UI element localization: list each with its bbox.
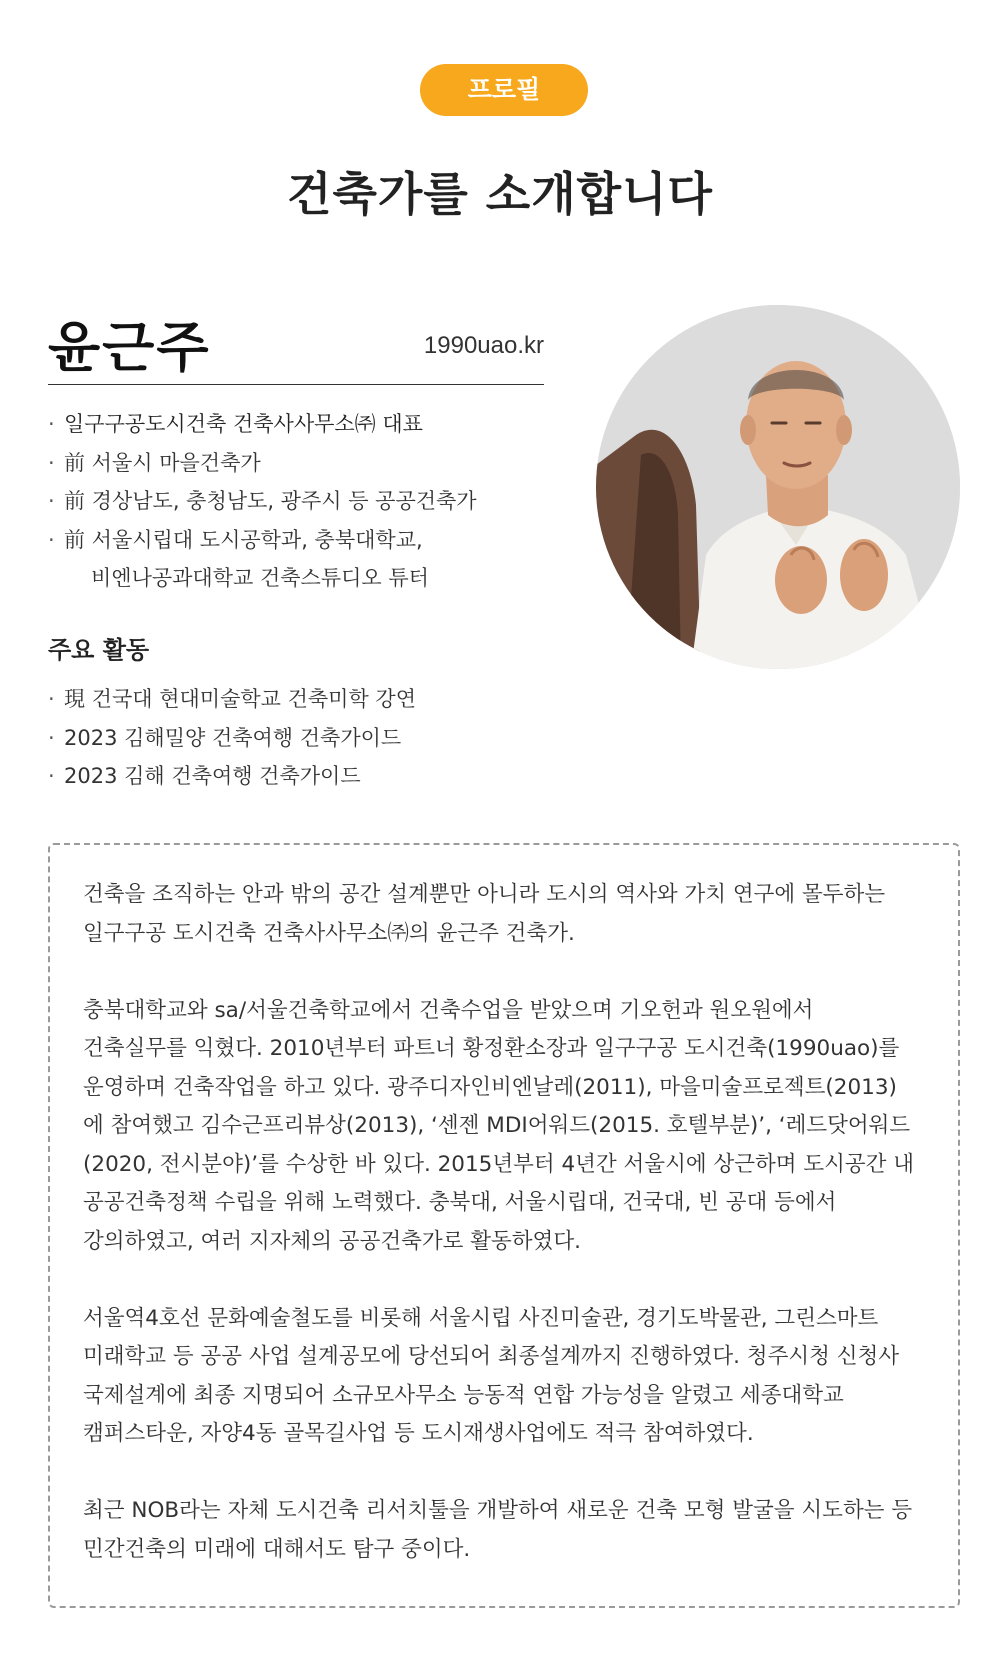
bio-line: 민간건축의 미래에 대해서도 탐구 중이다.: [83, 1536, 471, 1562]
bio-line: 국제설계에 최종 지명되어 소규모사무소 능동적 연합 가능성을 알렸고 세종대학교: [83, 1382, 844, 1408]
name-divider: [48, 384, 544, 385]
architect-name: 윤근주: [48, 316, 211, 379]
bio-paragraph: [83, 992, 933, 1262]
bio-line: 건축을 조직하는 안과 밖의 공간 설계뿐만 아니라 도시의 역사와 가치 연구에 몰두하는: [83, 882, 886, 907]
website-link[interactable]: 1990uao.kr: [423, 332, 544, 359]
bio-line: 강의하였고, 여러 지자체의 공공건축가로 활동하였다.: [83, 1228, 581, 1254]
bio-line: 캠퍼스타운, 자양4동 골목길사업 등 도시재생사업에도 적극 참여하였다.: [83, 1421, 754, 1446]
bio-line: 미래학교 등 공공 사업 설계공모에 당선되어 최종설계까지 진행하였다. 청주시청 신청사: [83, 1344, 900, 1369]
activity-item: · 現 건국대 현대미술학교 건축미학 강연: [48, 680, 568, 719]
bio-paragraph: [83, 876, 933, 953]
bio-text: [83, 876, 933, 1608]
bio-line: 일구구공 도시건축 건축사사무소㈜의 윤근주 건축가.: [83, 920, 575, 946]
portrait-illustration: [596, 305, 960, 669]
bio-line: 운영하며 건축작업을 하고 있다. 광주디자인비엔날레(2011), 마을미술프로젝트(2013): [83, 1074, 897, 1100]
bio-paragraph: [83, 1300, 933, 1454]
bio-line: 건축실무를 익혔다. 2010년부터 파트너 황정환소장과 일구구공 도시건축(1990uao)를: [83, 1036, 900, 1061]
career-list: [48, 405, 568, 598]
bio-line: 서울역4호선 문화예술철도를 비롯해 서울시립 사진미술관, 경기도박물관, 그린스마트: [83, 1305, 879, 1331]
activities-heading: 주요 활동: [48, 636, 150, 664]
career-item: · 前 경상남도, 충청남도, 광주시 등 공공건축가: [48, 482, 568, 521]
career-item: · 前 서울시립대 도시공학과, 충북대학교,: [48, 521, 568, 560]
page-title: 건축가를 소개합니다: [287, 167, 713, 221]
activity-item: · 2023 김해 건축여행 건축가이드: [48, 757, 568, 796]
profile-badge: 프로필: [420, 64, 588, 116]
activity-item: · 2023 김해밀양 건축여행 건축가이드: [48, 719, 568, 758]
career-item: · 前 서울시 마을건축가: [48, 444, 568, 483]
portrait-photo: [596, 305, 960, 669]
career-item: · 일구구공도시건축 건축사사무소㈜ 대표: [48, 405, 568, 444]
bio-line: 에 참여했고 김수근프리뷰상(2013), ‘센젠 MDI어워드(2015. 호텔부분)’, ‘레드닷어워드: [83, 1113, 911, 1138]
bio-line: 최근 NOB라는 자체 도시건축 리서치툴을 개발하여 새로운 건축 모형 발굴을 시도하는 등: [83, 1498, 913, 1523]
bio-paragraph: [83, 1492, 933, 1569]
career-item-continued: 비엔나공과대학교 건축스튜디오 튜터: [91, 566, 429, 590]
activity-list: [48, 680, 568, 796]
bio-line: (2020, 전시분야)’를 수상한 바 있다. 2015년부터 4년간 서울시에 상근하며 도시공간 내: [83, 1151, 915, 1177]
bio-line: 충북대학교와 sa/서울건축학교에서 건축수업을 받았으며 기오헌과 원오원에서: [83, 997, 814, 1023]
bio-line: 공공건축정책 수립을 위해 노력했다. 충북대, 서울시립대, 건국대, 빈 공대 등에서: [83, 1190, 837, 1215]
